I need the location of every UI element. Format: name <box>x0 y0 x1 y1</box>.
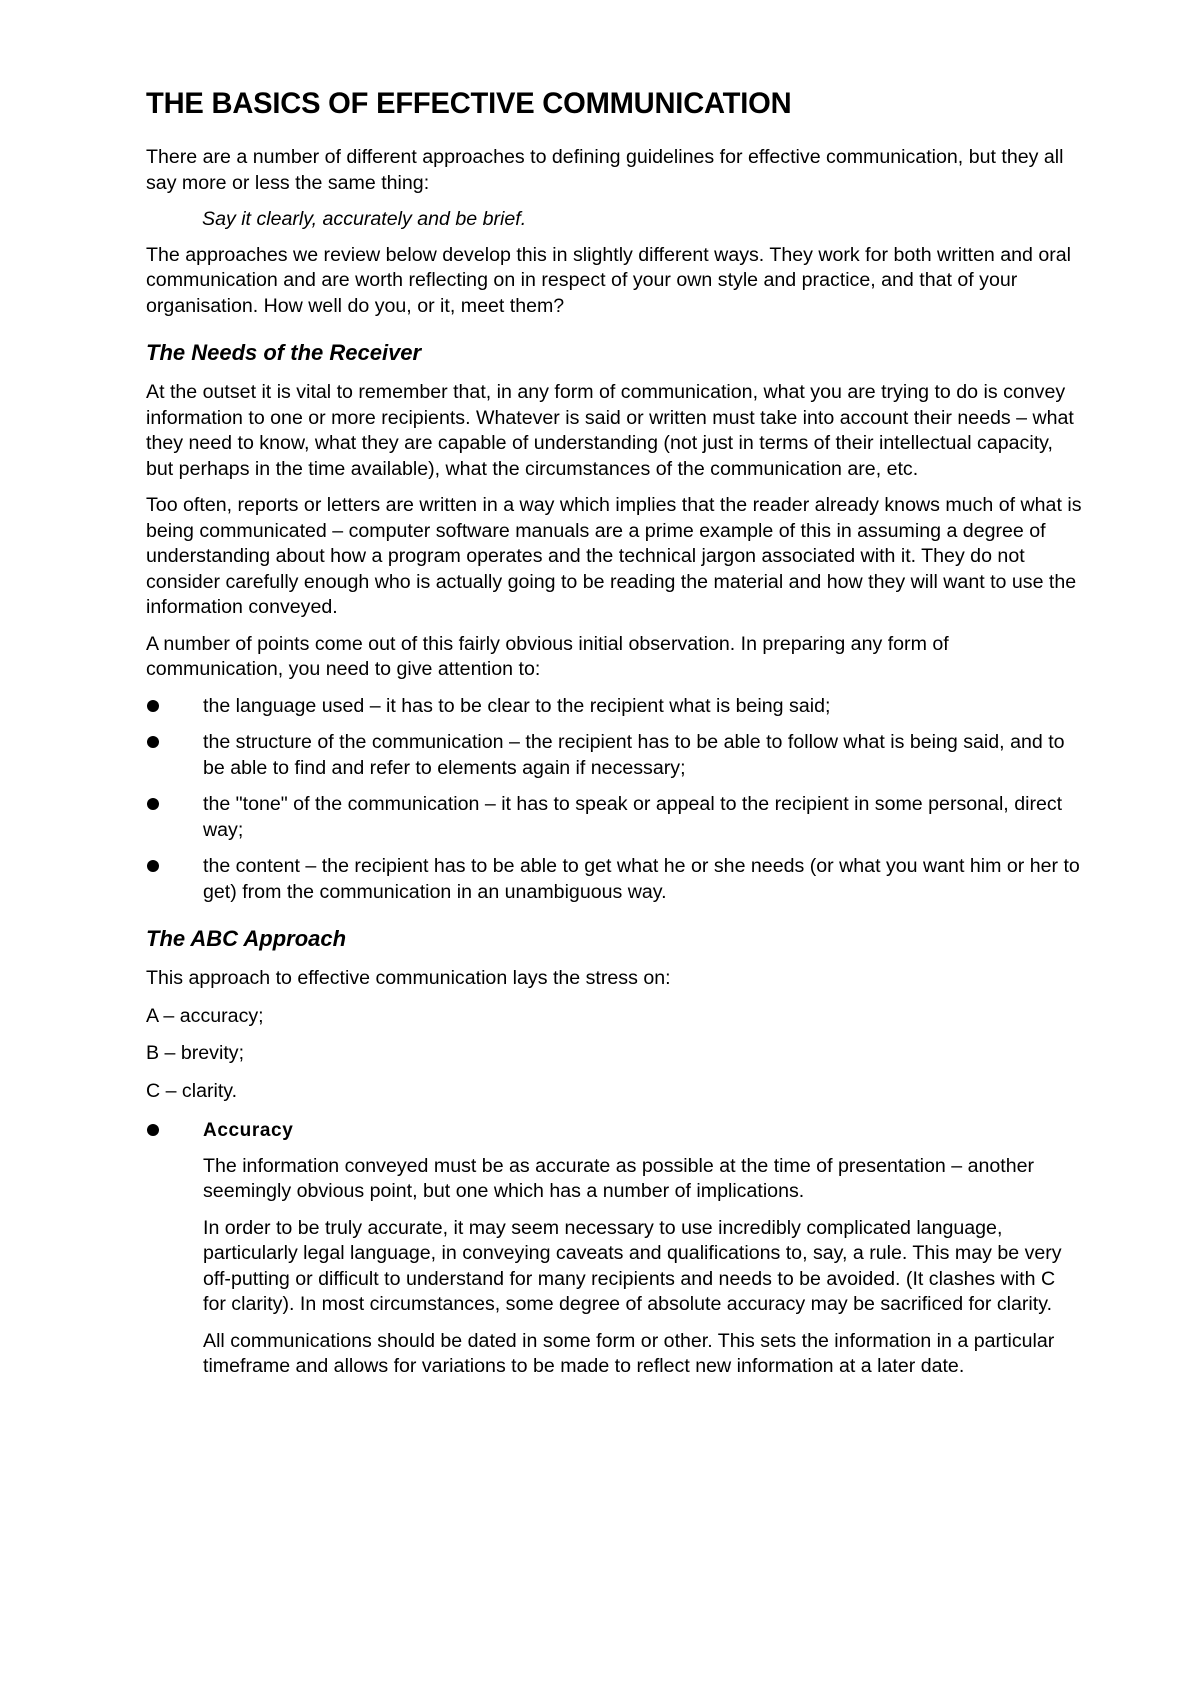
abc-intro: This approach to effective communication lays the stress on: <box>146 967 671 989</box>
accuracy-heading: Accuracy <box>203 1120 294 1141</box>
list-item <box>146 792 1082 843</box>
list-item-text: the "tone" of the communication – it has to speak or appeal to the recipient in some personal, direct way; <box>203 793 1063 841</box>
abc-heading: The ABC Approach <box>146 926 347 951</box>
bullet-icon <box>147 736 159 748</box>
list-item-text: the language used – it has to be clear to the recipient what is being said; <box>203 694 831 717</box>
bullet-icon <box>147 798 159 810</box>
list-item <box>146 694 1082 720</box>
receiver-paragraph-1: At the outset it is vital to remember that, in any form of communication, what you are trying to do is convey information to one or more recipients. Whatever is said or written must take into account their needs – what they need to know, what they are capable of understanding (not just in terms of their intellectual capacity, but perhaps in the time available), what the circumstances of the communication are, etc. <box>146 381 1074 480</box>
accuracy-body <box>146 1154 1082 1380</box>
abc-item-a: A – accuracy; <box>146 1004 264 1027</box>
receiver-heading: The Needs of the Receiver <box>146 340 422 365</box>
receiver-paragraph-2: Too often, reports or letters are written in a way which implies that the reader already knows much of what is being communicated – computer software manuals are a prime example of this in assuming a degree of understanding about how a program operates and the technical jargon associated with it. They do not consider carefully enough who is actually going to be reading the material and how they will want to use the information conveyed. <box>146 494 1082 618</box>
receiver-paragraph-3: A number of points come out of this fairly obvious initial observation. In preparing any form of communication, you need to give attention to: <box>146 632 949 680</box>
abc-item-c: C – clarity. <box>146 1079 238 1102</box>
list-item <box>146 730 1082 781</box>
accuracy-paragraph-1: The information conveyed must be as accurate as possible at the time of presentation – another seemingly obvious point, but one which has a number of implications. <box>203 1154 1035 1202</box>
bullet-icon <box>147 700 159 712</box>
list-item <box>146 854 1082 905</box>
bullet-icon <box>147 860 159 872</box>
abc-item-b: B – brevity; <box>146 1042 245 1064</box>
approaches-paragraph: The approaches we review below develop this in slightly different ways. They work for both written and oral communication and are worth reflecting on in respect of your own style and practice, and that of your organisation. How well do you, or it, meet them? <box>146 243 1072 317</box>
accuracy-paragraph-2: In order to be truly accurate, it may seem necessary to use incredibly complicated language, particularly legal language, in conveying caveats and qualifications to, say, a rule. This may be very off-putting or difficult to understand for many recipients and needs to be avoided. (It clashes with C for clarity). In most circumstances, some degree of absolute accuracy may be sacrificed for clarity. <box>203 1216 1062 1315</box>
attention-list <box>146 694 1082 906</box>
page-title: THE BASICS OF EFFECTIVE COMMUNICATION <box>146 87 792 120</box>
bullet-icon <box>147 1124 159 1136</box>
key-quote: Say it clearly, accurately and be brief. <box>202 208 527 230</box>
abc-section <box>146 966 1082 1104</box>
accuracy-paragraph-3: All communications should be dated in some form or other. This sets the information in a particular timeframe and allows for variations to be made to reflect new information at a later date. <box>203 1329 1055 1377</box>
list-item-text: the structure of the communication – the recipient has to be able to follow what is being said, and to be able to find and refer to elements again if necessary; <box>203 731 1065 779</box>
accuracy-heading-row <box>146 1118 1082 1144</box>
list-item-text: the content – the recipient has to be able to get what he or she needs (or what you want him or her to get) from the communication in an unambiguous way. <box>203 855 1080 903</box>
document-page <box>146 86 1082 1391</box>
intro-paragraph: There are a number of different approaches to defining guidelines for effective communication, but they all say more or less the same thing: <box>146 146 1064 194</box>
